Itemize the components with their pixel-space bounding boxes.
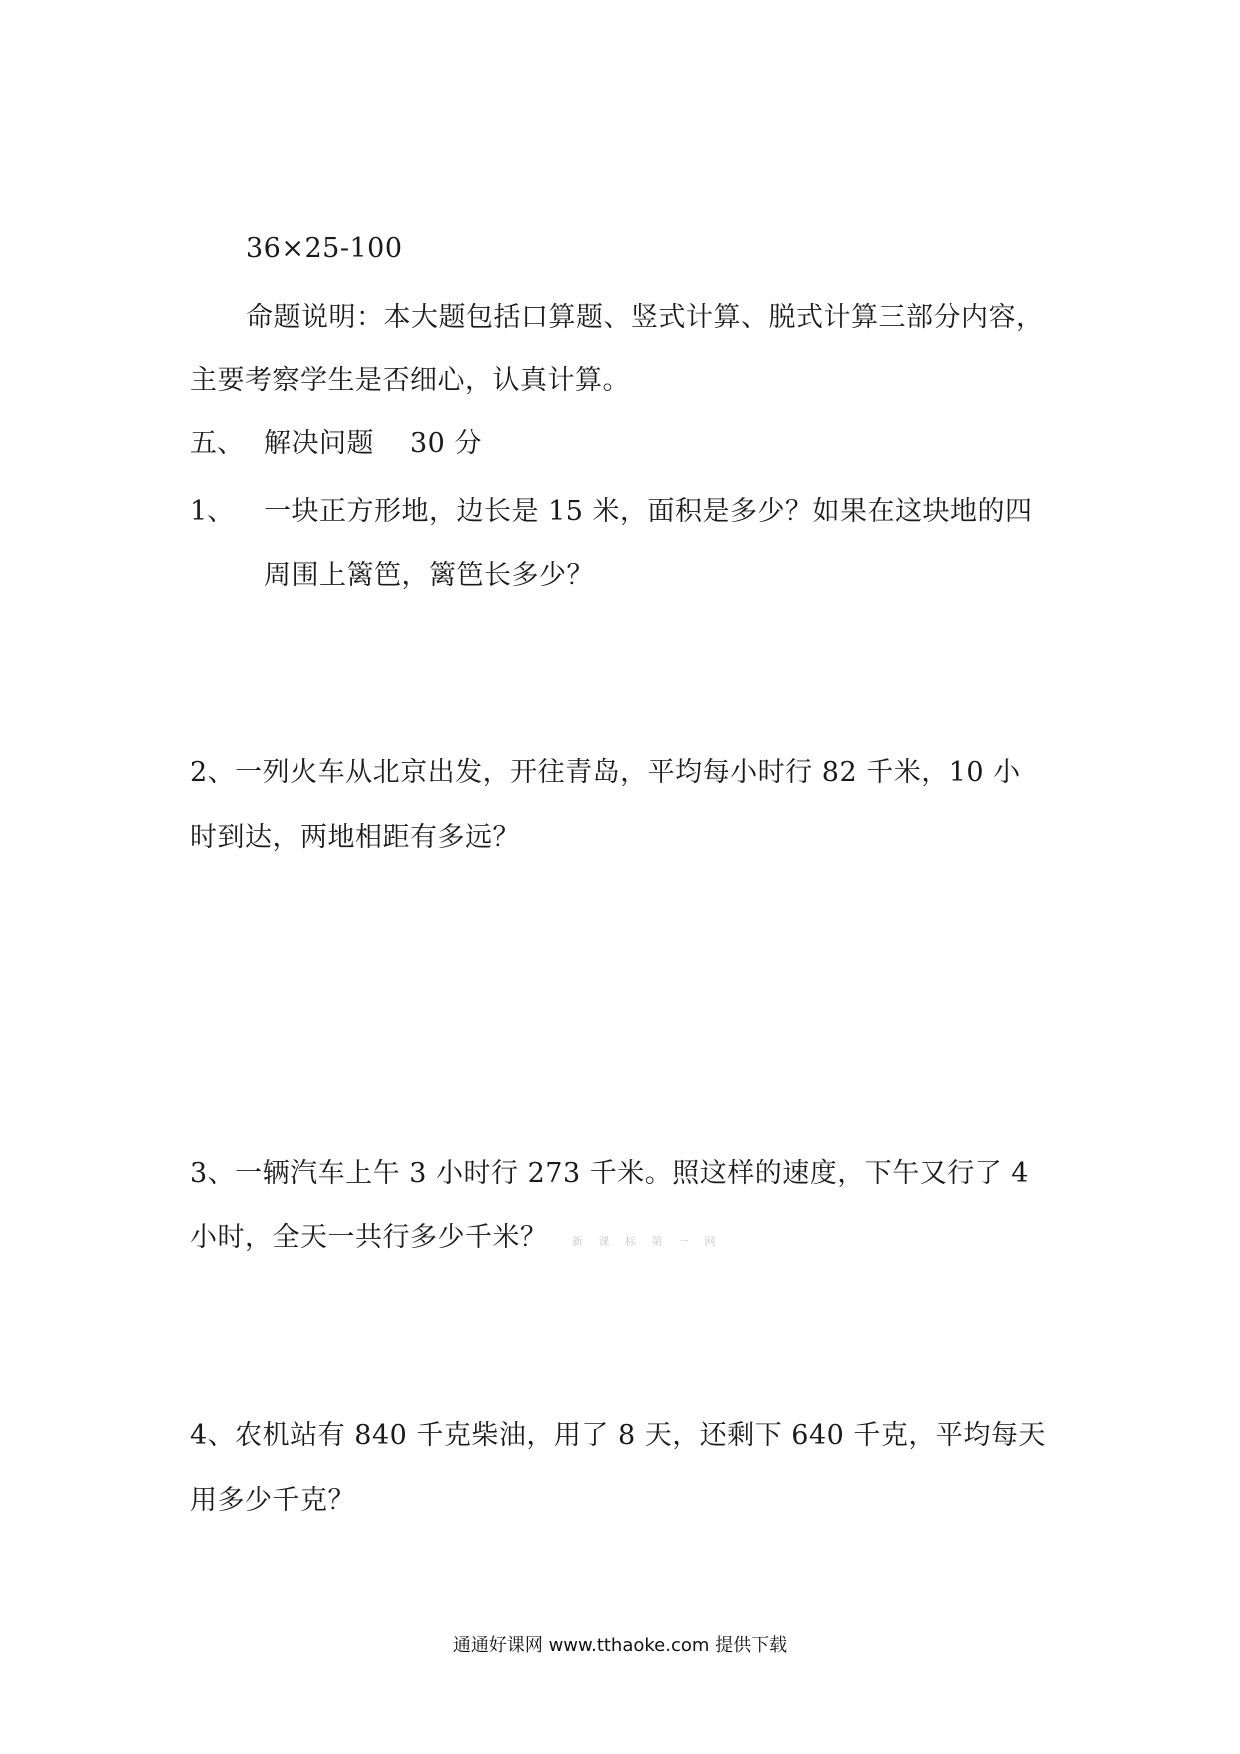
calculation-expression: 36×25-100 [246,233,403,264]
proposition-note-line-2: 主要考察学生是否细心，认真计算。 [190,365,630,396]
question-1-line-2: 周围上篱笆，篱笆长多少？ [264,560,594,591]
question-1-number: 1、 [190,496,235,527]
question-2-line-2: 时到达，两地相距有多远？ [190,822,520,853]
question-3-line-1: 3、一辆汽车上午 3 小时行 273 千米。照这样的速度，下午又行了 4 [190,1158,1029,1189]
section-five-score: 30 分 [410,428,482,459]
section-five-title: 解决问题 [264,428,374,459]
question-4-line-2: 用多少千克？ [190,1485,355,1516]
section-five-number: 五、 [190,428,244,459]
watermark-text: 新 课 标 第 一 网 [572,1235,722,1248]
question-1-line-1: 一块正方形地，边长是 15 米，面积是多少？如果在这块地的四 [264,496,1033,527]
question-2-line-1: 2、一列火车从北京出发，开往青岛，平均每小时行 82 千米，10 小 [190,757,1021,788]
question-3-line-2: 小时，全天一共行多少千米？ [190,1222,548,1253]
question-4-line-1: 4、农机站有 840 千克柴油，用了 8 天，还剩下 640 千克，平均每天 [190,1420,1046,1451]
footer-download-note: 通通好课网 www.tthaoke.com 提供下载 [452,1635,788,1656]
proposition-note-line-1: 命题说明：本大题包括口算题、竖式计算、脱式计算三部分内容， [246,302,1044,333]
